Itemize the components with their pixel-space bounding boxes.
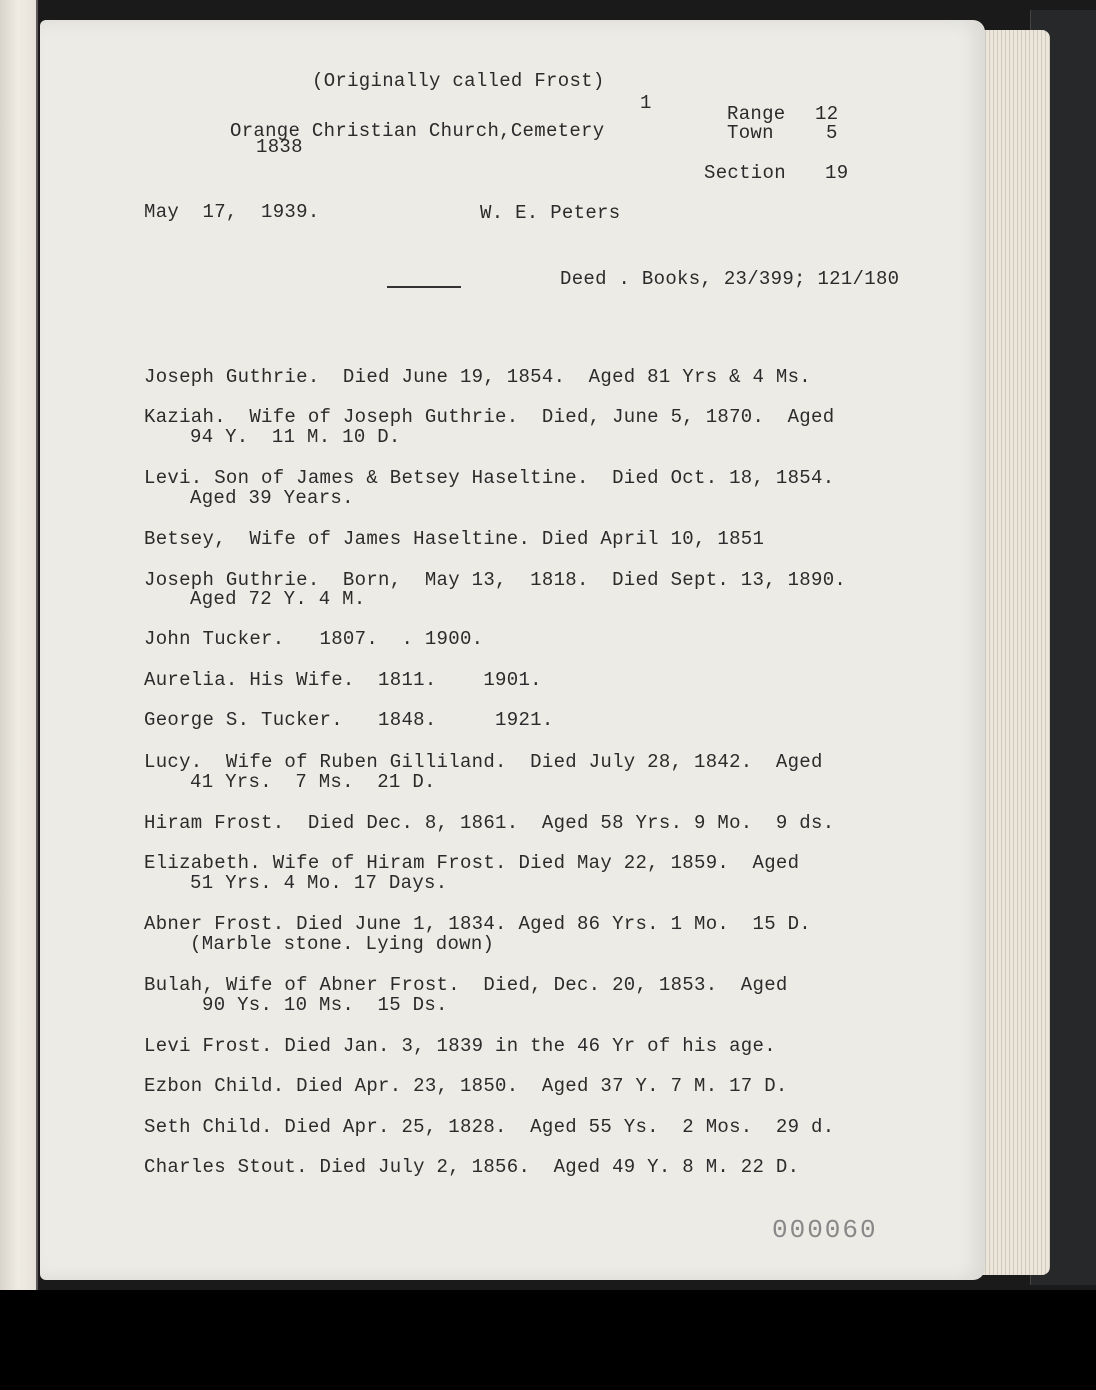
town-label: Town [727,122,774,144]
town-value: 5 [826,122,838,144]
entry-line: Bulah, Wife of Abner Frost. Died, Dec. 20, 1853. Aged [144,974,788,996]
separator-rule [387,286,461,288]
entry-line-continued: 51 Yrs. 4 Mo. 17 Days. [190,872,448,894]
left-facing-page [0,0,38,1290]
entry-line: Seth Child. Died Apr. 25, 1828. Aged 55 Ys. 2 Mos. 29 d. [144,1116,835,1138]
section-label: Section [704,162,786,184]
entry-line: Ezbon Child. Died Apr. 23, 1850. Aged 37 Y. 7 M. 17 D. [144,1075,788,1097]
entry-line: Joseph Guthrie. Died June 19, 1854. Aged 81 Yrs & 4 Ms. [144,366,812,388]
page-edges [978,30,1050,1275]
section-value: 19 [825,162,849,184]
entry-line: Aurelia. His Wife. 1811. 1901. [144,669,542,691]
cemetery-name: Orange Christian Church,Cemetery [230,120,605,142]
entry-line: Lucy. Wife of Ruben Gilliland. Died July 28, 1842. Aged [144,751,823,773]
entry-line-continued: Aged 72 Y. 4 M. [190,588,366,610]
record-date: May 17, 1939. [144,201,320,223]
page-number: 1 [640,92,652,114]
cemetery-year: 1838 [256,136,303,158]
entry-line: George S. Tucker. 1848. 1921. [144,709,554,731]
range-value: 12 [815,103,839,125]
range-label: Range [727,103,786,125]
deed-books: Deed . Books, 23/399; 121/180 [560,268,900,290]
entry-line: Kaziah. Wife of Joseph Guthrie. Died, June 5, 1870. Aged [144,406,835,428]
entry-line: Joseph Guthrie. Born, May 13, 1818. Died Sept. 13, 1890. [144,569,847,591]
entry-line: Levi. Son of James & Betsey Haseltine. Died Oct. 18, 1854. [144,467,835,489]
entry-line: Charles Stout. Died July 2, 1856. Aged 49 Y. 8 M. 22 D. [144,1156,800,1178]
entry-line-continued: 94 Y. 11 M. 10 D. [190,426,401,448]
entry-line: Betsey, Wife of James Haseltine. Died April 10, 1851 [144,528,765,550]
entry-line-continued: Aged 39 Years. [190,487,354,509]
entry-line: Abner Frost. Died June 1, 1834. Aged 86 Yrs. 1 Mo. 15 D. [144,913,812,935]
recorder-name: W. E. Peters [480,202,621,224]
bottom-background [0,1290,1096,1390]
archive-stamp-number: 000060 [772,1215,878,1245]
entry-line: Hiram Frost. Died Dec. 8, 1861. Aged 58 Yrs. 9 Mo. 9 ds. [144,812,835,834]
entry-line: John Tucker. 1807. . 1900. [144,628,484,650]
entry-line-continued: 90 Ys. 10 Ms. 15 Ds. [202,994,448,1016]
entry-line-continued: (Marble stone. Lying down) [190,933,495,955]
entry-line-continued: 41 Yrs. 7 Ms. 21 D. [190,771,436,793]
entry-line: Elizabeth. Wife of Hiram Frost. Died May 22, 1859. Aged [144,852,800,874]
entry-line: Levi Frost. Died Jan. 3, 1839 in the 46 Yr of his age. [144,1035,776,1057]
original-name: (Originally called Frost) [312,70,605,92]
